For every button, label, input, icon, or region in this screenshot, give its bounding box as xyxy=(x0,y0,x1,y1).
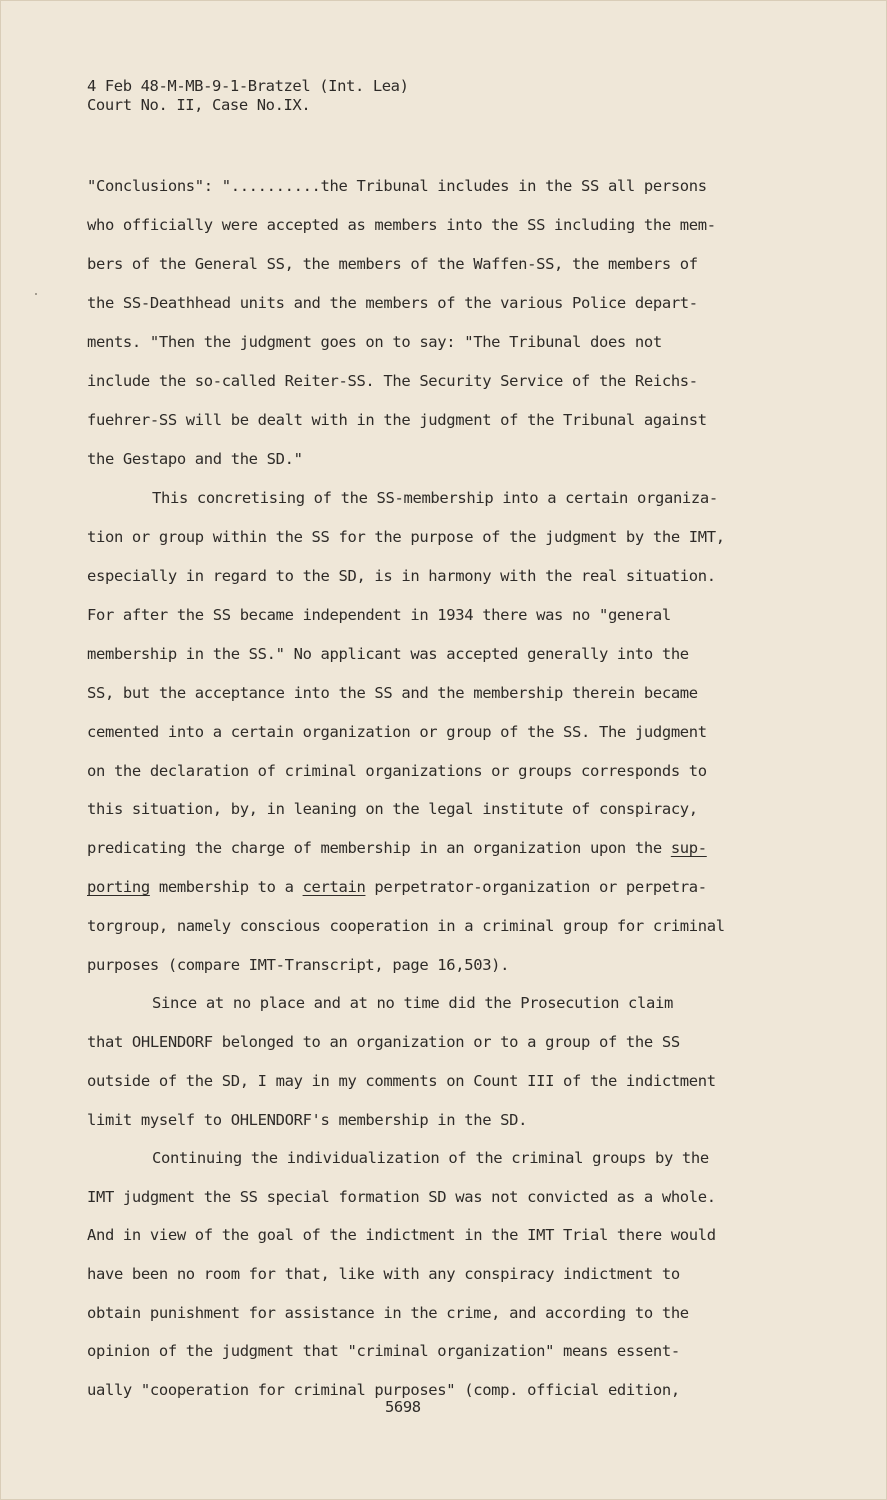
text-line: bers of the General SS, the members of the Waffen-SS, the members of xyxy=(87,255,698,273)
text-line: the SS-Deathhead units and the members of the various Police depart- xyxy=(87,294,698,312)
text-line: have been no room for that, like with any conspiracy indictment to xyxy=(87,1265,680,1283)
text-line: ments. "Then the judgment goes on to say: "The Tribunal does not xyxy=(87,333,662,351)
text-line xyxy=(87,838,707,858)
page-number: 5698 xyxy=(385,1398,421,1416)
text-line: fuehrer-SS will be dealt with in the judgment of the Tribunal against xyxy=(87,411,707,429)
text-line: the Gestapo and the SD." xyxy=(87,450,303,468)
header-line-2: Court No. II, Case No.IX. xyxy=(87,96,311,114)
text-line: on the declaration of criminal organizations or groups corresponds to xyxy=(87,762,707,780)
text-line: especially in regard to the SD, is in harmony with the real situation. xyxy=(87,567,716,585)
text-line: obtain punishment for assistance in the crime, and according to the xyxy=(87,1304,689,1322)
paragraph-first-line: This concretising of the SS-membership into a certain organiza- xyxy=(152,489,718,507)
header-line-1: 4 Feb 48-M-MB-9-1-Bratzel (Int. Lea) xyxy=(87,77,409,95)
text-line: opinion of the judgment that "criminal organization" means essent- xyxy=(87,1342,680,1360)
underlined-text: porting xyxy=(87,878,150,896)
text-line: For after the SS became independent in 1934 there was no "general xyxy=(87,606,671,624)
text-line: membership in the SS." No applicant was accepted generally into the xyxy=(87,645,689,663)
paragraph-first-line: Since at no place and at no time did the Prosecution claim xyxy=(152,994,673,1012)
text-line: that OHLENDORF belonged to an organization or to a group of the SS xyxy=(87,1033,680,1051)
document-header xyxy=(87,77,409,115)
text-line: who officially were accepted as members into the SS including the mem- xyxy=(87,216,716,234)
paper-speck xyxy=(35,293,37,295)
underlined-text: sup- xyxy=(670,839,707,857)
text-line: include the so-called Reiter-SS. The Security Service of the Reichs- xyxy=(87,372,698,390)
underlined-text: certain xyxy=(302,878,366,896)
text-segment: membership to a xyxy=(149,878,303,896)
text-line: ually "cooperation for criminal purposes" (comp. official edition, xyxy=(87,1381,680,1399)
text-line: limit myself to OHLENDORF's membership in the SD. xyxy=(87,1111,528,1129)
text-segment: perpetrator-organization or perpetra- xyxy=(365,878,707,896)
text-segment: predicating the charge of membership in an organization upon the xyxy=(87,839,671,857)
text-line: this situation, by, in leaning on the legal institute of conspiracy, xyxy=(87,800,698,818)
text-line: SS, but the acceptance into the SS and the membership therein became xyxy=(87,684,698,702)
text-line xyxy=(87,877,707,897)
text-line: torgroup, namely conscious cooperation in a criminal group for criminal xyxy=(87,917,725,935)
text-line: "Conclusions": "..........the Tribunal includes in the SS all persons xyxy=(87,177,707,195)
text-line: And in view of the goal of the indictment in the IMT Trial there would xyxy=(87,1226,716,1244)
text-line: cemented into a certain organization or group of the SS. The judgment xyxy=(87,723,707,741)
text-line: tion or group within the SS for the purpose of the judgment by the IMT, xyxy=(87,528,725,546)
text-line: outside of the SD, I may in my comments on Count III of the indictment xyxy=(87,1072,716,1090)
text-line: purposes (compare IMT-Transcript, page 16,503). xyxy=(87,956,510,974)
text-line: IMT judgment the SS special formation SD was not convicted as a whole. xyxy=(87,1188,716,1206)
paragraph-first-line: Continuing the individualization of the criminal groups by the xyxy=(152,1149,709,1167)
